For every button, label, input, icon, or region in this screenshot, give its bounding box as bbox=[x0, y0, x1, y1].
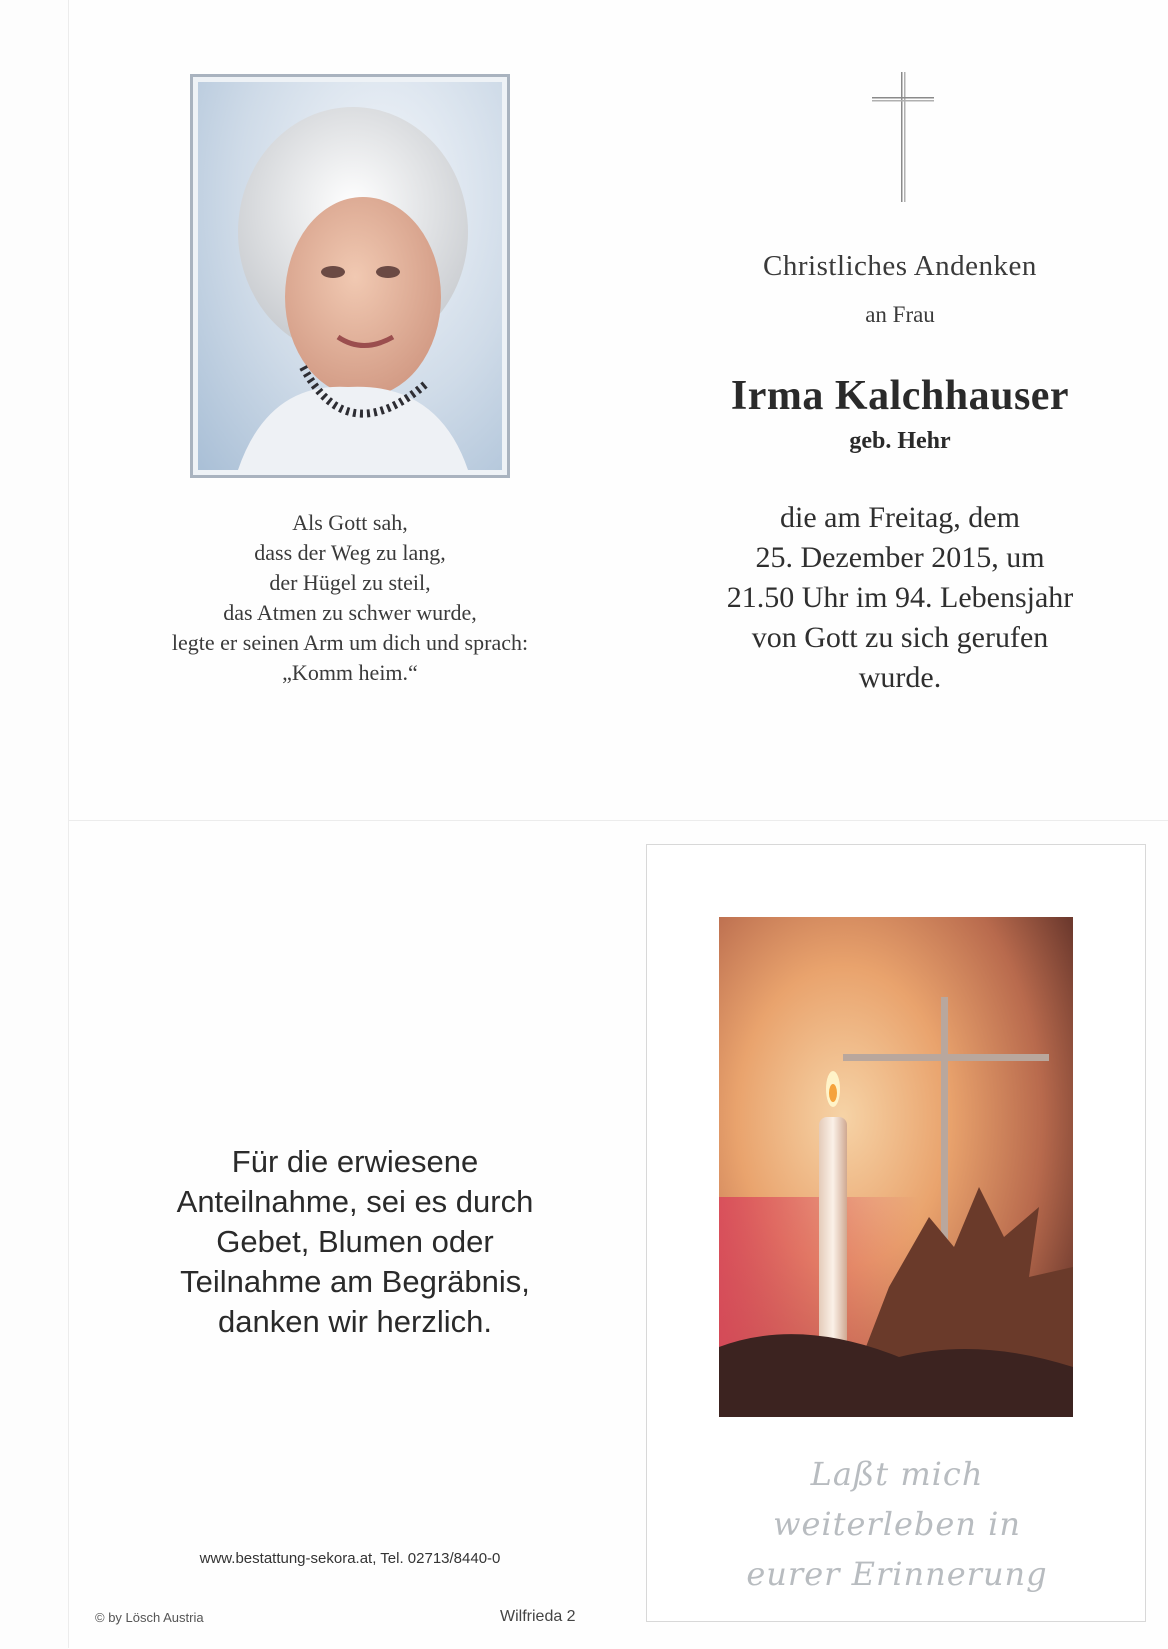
candle-cross-illustration bbox=[719, 917, 1073, 1417]
portrait-photo bbox=[198, 82, 502, 470]
motto-line: weiterleben in bbox=[773, 1505, 1021, 1543]
poem-line: das Atmen zu schwer wurde, bbox=[223, 600, 477, 625]
funeral-home-contact: www.bestattung-sekora.at, Tel. 02713/8440-0 bbox=[199, 1550, 501, 1567]
cross-icon bbox=[872, 72, 934, 202]
portrait-frame bbox=[190, 74, 510, 478]
thanks-line: Teilnahme am Begräbnis, bbox=[180, 1264, 530, 1299]
design-code: Wilfrieda 2 bbox=[500, 1608, 576, 1625]
memorial-motto bbox=[647, 1449, 1147, 1599]
poem-line: Als Gott sah, bbox=[292, 510, 408, 535]
portrait-illustration bbox=[198, 82, 502, 470]
candle-photo bbox=[719, 917, 1073, 1417]
notice-salutation: an Frau bbox=[865, 302, 935, 327]
thanks-line: Gebet, Blumen oder bbox=[216, 1224, 494, 1259]
poem-line: legte er seinen Arm um dich und sprach: bbox=[171, 630, 529, 655]
poem bbox=[120, 508, 580, 688]
death-line: wurde. bbox=[858, 661, 942, 694]
thanks-message bbox=[120, 1142, 590, 1342]
poem-line: „Komm heim.“ bbox=[282, 660, 418, 685]
thanks-line: danken wir herzlich. bbox=[218, 1304, 492, 1339]
death-line: 21.50 Uhr im 94. Lebensjahr bbox=[726, 581, 1074, 614]
notice-heading: Christliches Andenken bbox=[763, 250, 1037, 282]
death-line: 25. Dezember 2015, um bbox=[755, 541, 1045, 574]
poem-line: dass der Weg zu lang, bbox=[254, 540, 446, 565]
death-notice bbox=[660, 498, 1140, 698]
death-line: die am Freitag, dem bbox=[780, 501, 1020, 534]
motto-line: Laßt mich bbox=[810, 1455, 984, 1493]
copyright-note: © by Lösch Austria bbox=[95, 1610, 204, 1625]
deceased-name: Irma Kalchhauser bbox=[730, 373, 1070, 419]
death-line: von Gott zu sich gerufen bbox=[751, 621, 1049, 654]
maiden-name: geb. Hehr bbox=[849, 428, 951, 454]
thanks-line: Anteilnahme, sei es durch bbox=[176, 1184, 534, 1219]
memorial-picture-card bbox=[646, 844, 1146, 1622]
fold-edge bbox=[68, 0, 69, 1648]
thanks-line: Für die erwiesene bbox=[231, 1144, 479, 1179]
motto-line: eurer Erinnerung bbox=[746, 1555, 1048, 1593]
poem-line: der Hügel zu steil, bbox=[269, 570, 431, 595]
